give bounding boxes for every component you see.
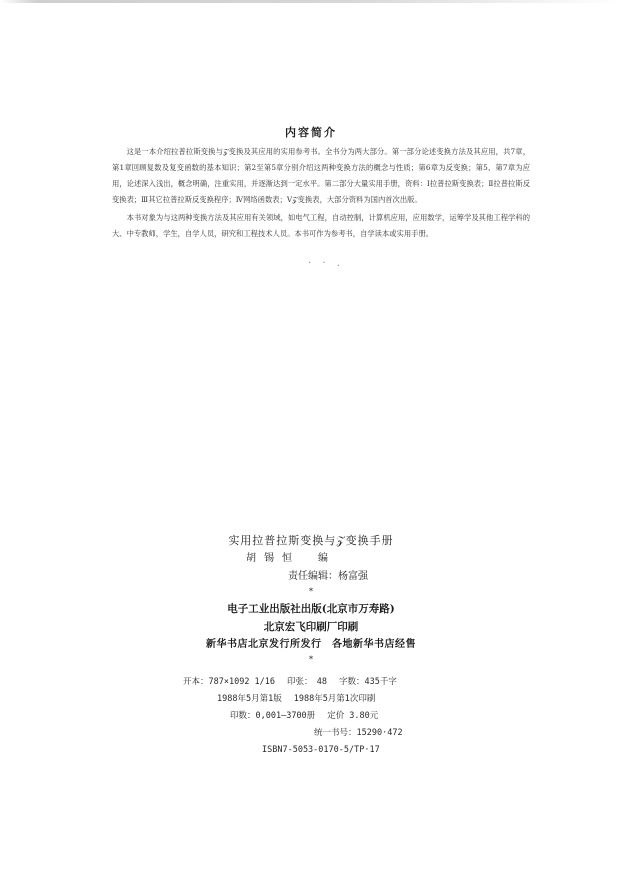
print-run-value: 印数：0,001—3700册 [230, 711, 316, 721]
author-line: 胡锡恒 编 [246, 553, 336, 564]
separator-star: * [309, 655, 313, 664]
sheets-value: 印张： 48 [287, 677, 328, 687]
unified-number-value: 统一书号：15290·472 [314, 728, 403, 738]
isbn-value: ISBN7-5053-0170-5/TP·17 [262, 745, 380, 755]
printer-line: 北京宏飞印刷厂印刷 [263, 621, 359, 633]
summary-section [112, 144, 530, 244]
specs-block [0, 674, 622, 759]
specs-line [0, 742, 622, 759]
edition-value: 1988年5月第1版 [217, 694, 282, 704]
words-value: 字数：435千字 [339, 677, 397, 687]
specs-line [0, 691, 622, 708]
scan-top-edge [0, 0, 622, 3]
summary-paragraph: 这是一本介绍拉普拉斯变换与𝒵变换及其应用的实用参考书。全书分为两大部分。第一部分论述变换方法及其应用，共7章，第1章回顾复数及复变函数的基本知识；第2至第5章分别介绍这两种变换方法的概念与性质；第6章为反变换；第5、第7章为应用，论述深入浅出，概念明确，注重实用，并逐渐达到一定水平。第二部分大量实用手册，资料：Ⅰ拉普拉斯变换表；Ⅱ拉普拉斯反变换表；Ⅲ其它拉普拉斯反变换程序；Ⅳ网络函数表；Ⅴ𝒵变换表，大部分资料为国内首次出版。 [112, 147, 530, 204]
specs-line [0, 725, 622, 742]
editor-line: 责任编辑：杨富强 [288, 571, 368, 582]
format-value: 开本：787×1092 1/16 [183, 677, 276, 687]
summary-paragraph: 本书对象为与这两种变换方法及其应用有关领域，如电气工程，自动控制，计算机应用，应用数学，运筹学及其他工程学科的大、中专教师，学生，自学人员，研究和工程技术人员。本书可作为参考书，自学读本或实用手册。 [112, 213, 530, 238]
scan-dots: · · . [308, 258, 344, 269]
separator-star: * [309, 587, 313, 596]
specs-line [0, 674, 622, 691]
summary-title: 内容简介 [285, 126, 337, 139]
publication-details [0, 532, 622, 759]
distributor-line: 新华书店北京发行所发行 各地新华书店经售 [206, 639, 416, 650]
printing-value: 1988年5月第1次印刷 [293, 694, 376, 704]
price-value: 定价 3.80元 [327, 711, 379, 721]
book-title: 实用拉普拉斯变换与𝒵变换手册 [228, 534, 394, 547]
specs-line [0, 708, 622, 725]
publisher-line: 电子工业出版社出版(北京市万寿路) [227, 603, 395, 615]
